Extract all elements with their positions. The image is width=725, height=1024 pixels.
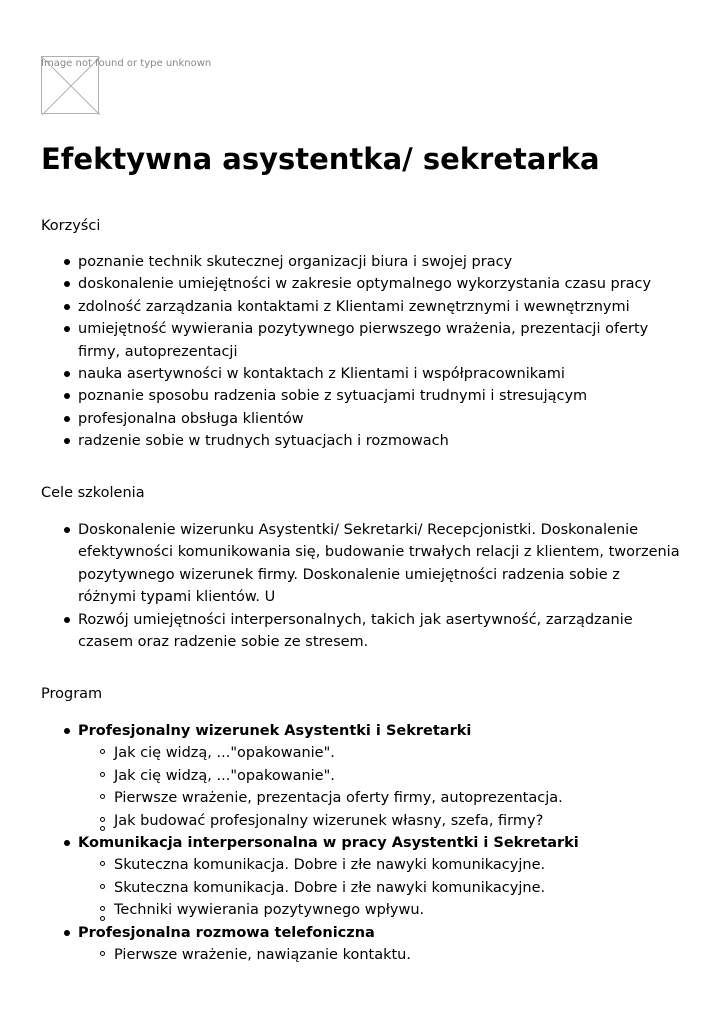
module-topics (78, 854, 681, 921)
list-item: doskonalenie umiejętności w zakresie optymalnego wykorzystania czasu pracy (41, 273, 681, 295)
program-module (41, 922, 681, 967)
list-item: nauka asertywności w kontaktach z Klientami i współpracownikami (41, 363, 681, 385)
benefits-list (41, 251, 681, 453)
topic-item: Jak budować profesjonalny wizerunek własny, szefa, firmy? (78, 810, 681, 832)
list-item: Rozwój umiejętności interpersonalnych, takich jak asertywność, zarządzanie czasem oraz radzenie sobie ze stresem. (41, 609, 681, 654)
list-item: poznanie sposobu radzenia sobie z sytuacjami trudnymi i stresującym (41, 385, 681, 407)
list-item: radzenie sobie w trudnych sytuacjach i rozmowach (41, 430, 681, 452)
module-topics (78, 944, 681, 966)
benefits-heading: Korzyści (41, 218, 101, 234)
list-item: profesjonalna obsługa klientów (41, 408, 681, 430)
topic-item: Skuteczna komunikacja. Dobre i złe nawyki komunikacyjne. (78, 877, 681, 899)
module-title: Komunikacja interpersonalna w pracy Asystentki i Sekretarki (78, 835, 579, 852)
page-title: Efektywna asystentka/ sekretarka (41, 142, 600, 176)
module-topics (78, 742, 681, 832)
broken-image-alt-text: Image not found or type unknown (41, 58, 212, 69)
goals-heading: Cele szkolenia (41, 485, 145, 501)
goals-list (41, 519, 681, 653)
program-module (41, 720, 681, 832)
topic-item: Skuteczna komunikacja. Dobre i złe nawyki komunikacyjne. (78, 854, 681, 876)
module-title: Profesjonalny wizerunek Asystentki i Sekretarki (78, 723, 472, 739)
topic-item: Pierwsze wrażenie, prezentacja oferty firmy, autoprezentacja. (78, 787, 681, 809)
module-title: Profesjonalna rozmowa telefoniczna (78, 924, 375, 941)
topic-item: Jak cię widzą, ..."opakowanie". (78, 765, 681, 787)
list-item: zdolność zarządzania kontaktami z Klientami zewnętrznymi i wewnętrznymi (41, 296, 681, 318)
program-heading: Program (41, 686, 103, 702)
list-item: Doskonalenie wizerunku Asystentki/ Sekretarki/ Recepcjonistki. Doskonalenie efektywności komunikowania się, budowanie trwałych relacji z klientem, tworzenia pozytywnego wizerunek firmy. Doskonalenie umiejętności radzenia sobie z różnymi typami klientów. U (41, 519, 681, 609)
program-list (41, 720, 681, 966)
topic-item: Techniki wywierania pozytywnego wpływu. (78, 899, 681, 921)
list-item: umiejętność wywierania pozytywnego pierwszego wrażenia, prezentacji oferty firmy, autoprezentacji (41, 318, 681, 363)
program-module (41, 832, 681, 922)
topic-item: Pierwsze wrażenie, nawiązanie kontaktu. (78, 944, 681, 966)
topic-item: Jak cię widzą, ..."opakowanie". (78, 742, 681, 764)
list-item: poznanie technik skutecznej organizacji biura i swojej pracy (41, 251, 681, 273)
